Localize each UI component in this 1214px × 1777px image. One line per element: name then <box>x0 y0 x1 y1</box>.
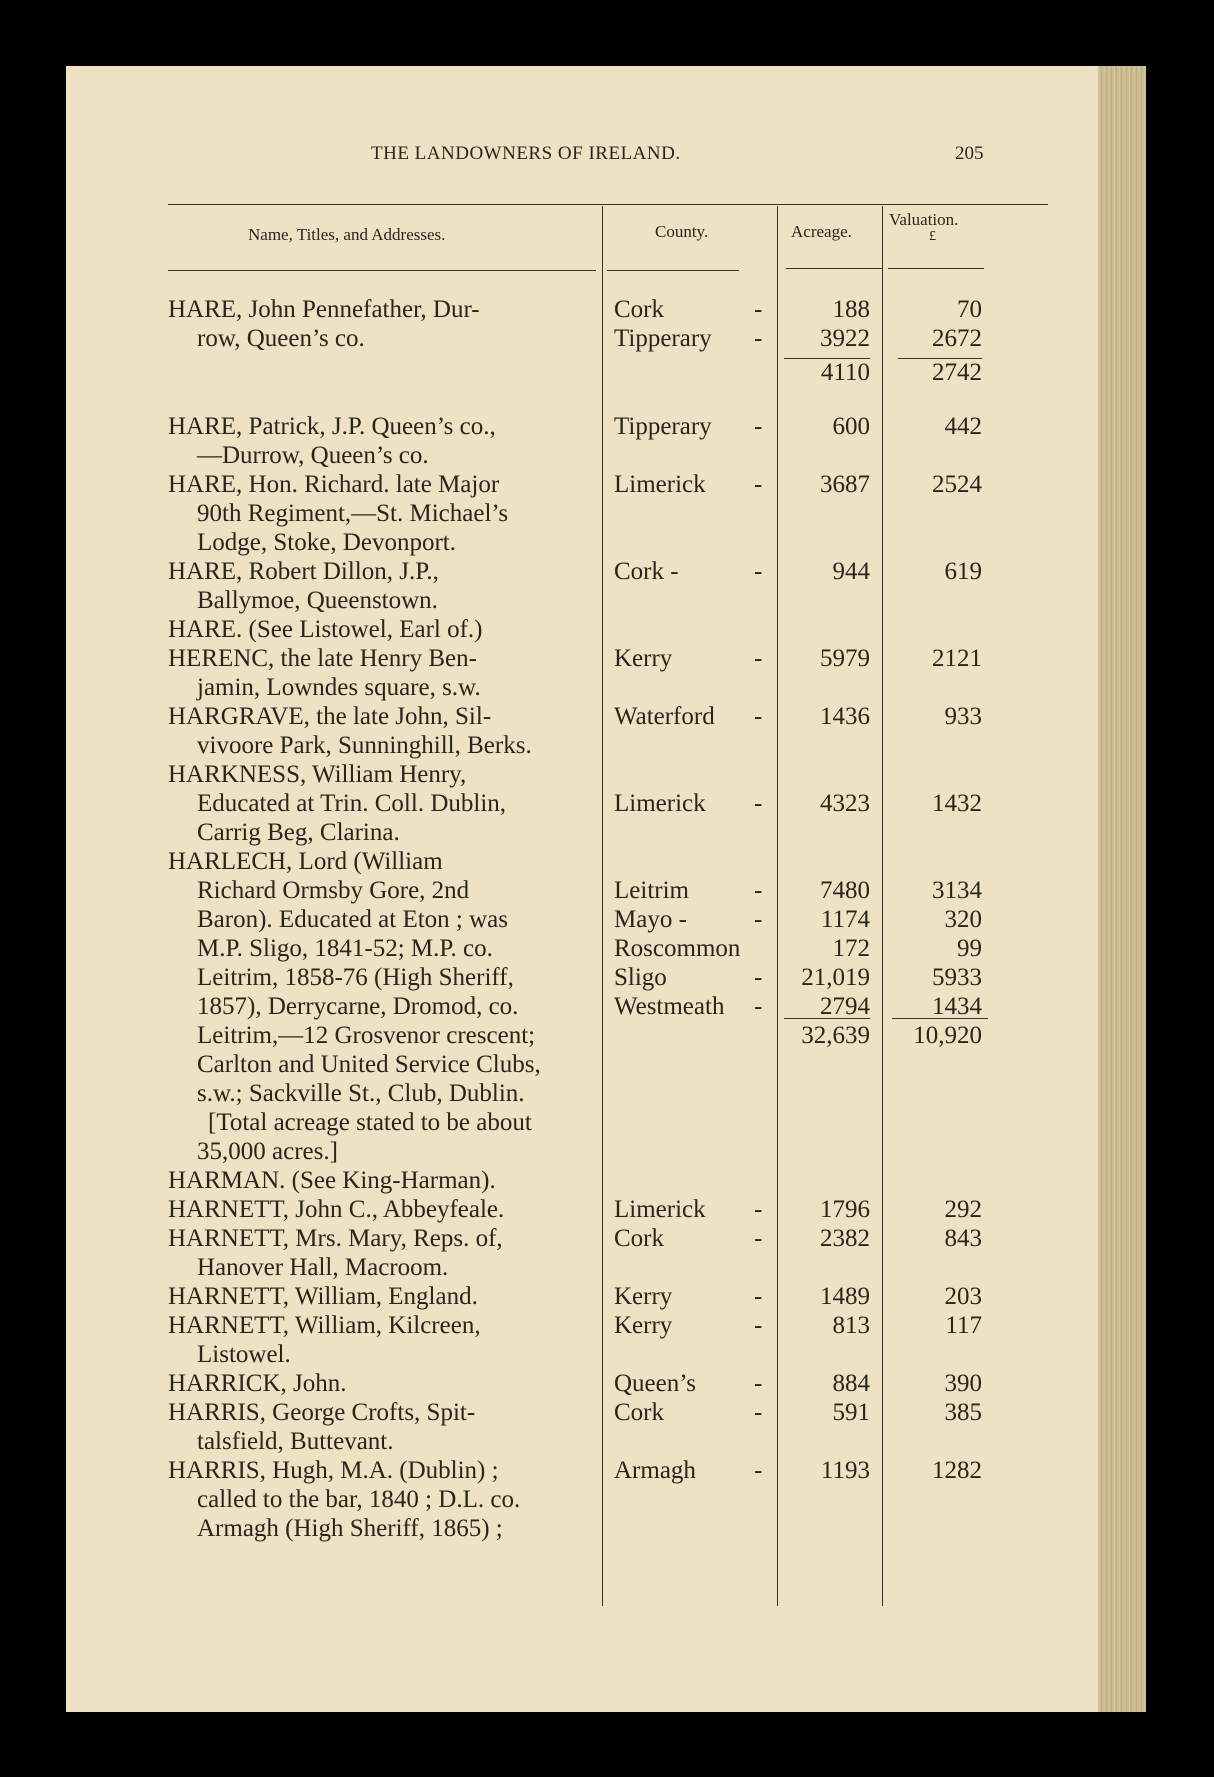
column-rule-3 <box>882 206 883 1606</box>
name-line: row, Queen’s co. <box>197 325 365 352</box>
name-line: HARNETT, John C., Abbeyfeale. <box>168 1196 505 1223</box>
name-line: Leitrim, 1858-76 (High Sheriff, <box>197 964 514 991</box>
valuation-cell: 390 <box>944 1370 982 1397</box>
dash: - <box>754 296 763 323</box>
dash: - <box>754 906 763 933</box>
name-line: HARNETT, Mrs. Mary, Reps. of, <box>168 1225 503 1252</box>
county-cell: Kerry <box>614 1283 673 1310</box>
name-line: Ballymoe, Queenstown. <box>197 587 438 614</box>
valuation-cell: 292 <box>944 1196 982 1223</box>
county-cell: Mayo - <box>614 906 687 933</box>
name-line: Carrig Beg, Clarina. <box>197 819 400 846</box>
valuation-cell: 385 <box>944 1399 982 1426</box>
header-rule-name <box>168 270 596 271</box>
acreage-cell: 4323 <box>820 790 870 817</box>
dash: - <box>754 877 763 904</box>
dash: - <box>754 1457 763 1484</box>
header-rule-valuation <box>888 268 984 269</box>
acreage-cell: 172 <box>832 935 870 962</box>
valuation-cell: 5933 <box>932 964 982 991</box>
name-line: Armagh (High Sheriff, 1865) ; <box>197 1515 503 1542</box>
acreage-total: 32,639 <box>801 1022 870 1049</box>
name-line: HARNETT, William, England. <box>168 1283 478 1310</box>
name-line: Richard Ormsby Gore, 2nd <box>197 877 470 904</box>
name-line: Baron). Educated at Eton ; was <box>197 906 509 933</box>
county-cell: Cork <box>614 1399 664 1426</box>
county-cell: Kerry <box>614 645 673 672</box>
running-title: THE LANDOWNERS OF IRELAND. <box>371 143 681 164</box>
dash: - <box>754 703 763 730</box>
dash: - <box>754 790 763 817</box>
county-cell: Tipperary <box>614 413 712 440</box>
header-rule-acreage <box>786 268 882 269</box>
name-line: 90th Regiment,—St. Michael’s <box>197 500 509 527</box>
column-rule-2 <box>777 206 778 1606</box>
county-cell: Leitrim <box>614 877 689 904</box>
name-line: Listowel. <box>197 1341 291 1368</box>
dash: - <box>754 1312 763 1339</box>
valuation-cell: 203 <box>944 1283 982 1310</box>
county-cell: Kerry <box>614 1312 673 1339</box>
valuation-cell: 2121 <box>932 645 982 672</box>
name-line: Lodge, Stoke, Devonport. <box>197 529 456 556</box>
name-line: HARKNESS, William Henry, <box>168 761 467 788</box>
dash: - <box>754 1196 763 1223</box>
book-page <box>66 66 1146 1712</box>
page-number: 205 <box>955 143 984 164</box>
name-line: Educated at Trin. Coll. Dublin, <box>197 790 507 817</box>
valuation-cell: 1282 <box>932 1457 982 1484</box>
name-line: HERENC, the late Henry Ben- <box>168 645 477 672</box>
county-cell: Limerick <box>614 790 706 817</box>
name-line: s.w.; Sackville St., Club, Dublin. <box>197 1080 525 1107</box>
dash: - <box>754 964 763 991</box>
acreage-total: 4110 <box>820 359 870 386</box>
acreage-cell: 944 <box>832 558 870 585</box>
name-line: HARE, Robert Dillon, J.P., <box>168 558 439 585</box>
dash: - <box>754 325 763 352</box>
county-cell: Cork <box>614 1225 664 1252</box>
valuation-cell: 843 <box>944 1225 982 1252</box>
page-edge <box>1098 66 1146 1712</box>
name-line: jamin, Lowndes square, s.w. <box>197 674 481 701</box>
name-line: HARNETT, William, Kilcreen, <box>168 1312 481 1339</box>
dash: - <box>754 1370 763 1397</box>
dash: - <box>754 1399 763 1426</box>
name-line: HARRICK, John. <box>168 1370 347 1397</box>
col-header-name: Name, Titles, and Addresses. <box>248 225 446 244</box>
acreage-cell: 1436 <box>820 703 870 730</box>
name-line: HARE. (See Listowel, Earl of.) <box>168 616 483 643</box>
name-line: HARRIS, George Crofts, Spit- <box>168 1399 476 1426</box>
name-line: vivoore Park, Sunninghill, Berks. <box>197 732 532 759</box>
name-line: [Total acreage stated to be about <box>208 1109 532 1136</box>
valuation-cell: 933 <box>944 703 982 730</box>
county-cell: Westmeath <box>614 993 725 1020</box>
acreage-cell: 5979 <box>820 645 870 672</box>
name-line: HARLECH, Lord (William <box>168 848 443 875</box>
valuation-total: 10,920 <box>913 1022 982 1049</box>
acreage-cell: 1796 <box>820 1196 870 1223</box>
county-cell: Limerick <box>614 471 706 498</box>
name-line: —Durrow, Queen’s co. <box>197 442 429 469</box>
valuation-cell: 99 <box>957 935 982 962</box>
acreage-cell: 600 <box>832 413 870 440</box>
acreage-cell: 2794 <box>820 993 870 1020</box>
valuation-cell: 320 <box>944 906 982 933</box>
name-line: Carlton and United Service Clubs, <box>197 1051 541 1078</box>
valuation-total: 2742 <box>932 359 982 386</box>
acreage-cell: 884 <box>832 1370 870 1397</box>
acreage-cell: 3922 <box>820 325 870 352</box>
valuation-cell: 70 <box>957 296 982 323</box>
name-line: Hanover Hall, Macroom. <box>197 1254 449 1281</box>
col-header-county: County. <box>655 222 709 241</box>
county-cell: Sligo <box>614 964 667 991</box>
valuation-cell: 1432 <box>932 790 982 817</box>
county-cell: Armagh <box>614 1457 696 1484</box>
acreage-cell: 7480 <box>820 877 870 904</box>
name-line: HARGRAVE, the late John, Sil- <box>168 703 492 730</box>
header-rule-county <box>607 270 739 271</box>
column-rule-1 <box>602 206 603 1606</box>
valuation-cell: 2524 <box>932 471 982 498</box>
valuation-cell: 442 <box>944 413 982 440</box>
acreage-cell: 188 <box>832 296 870 323</box>
dash: - <box>754 1225 763 1252</box>
acreage-cell: 1489 <box>820 1283 870 1310</box>
name-line: Leitrim,—12 Grosvenor crescent; <box>197 1022 536 1049</box>
header-top-rule <box>168 204 1048 205</box>
col-header-valuation: Valuation. <box>889 210 959 229</box>
acreage-cell: 2382 <box>820 1225 870 1252</box>
dash: - <box>754 645 763 672</box>
dash: - <box>754 993 763 1020</box>
acreage-cell: 3687 <box>820 471 870 498</box>
name-line: HARE, Patrick, J.P. Queen’s co., <box>168 413 496 440</box>
dash: - <box>754 413 763 440</box>
acreage-cell: 591 <box>832 1399 870 1426</box>
valuation-cell: 619 <box>944 558 982 585</box>
valuation-cell: 1434 <box>932 993 982 1020</box>
name-line: M.P. Sligo, 1841-52; M.P. co. <box>197 935 493 962</box>
name-line: HARE, John Pennefather, Dur- <box>168 296 480 323</box>
acreage-cell: 1193 <box>820 1457 870 1484</box>
col-header-valuation-unit: £ <box>929 229 936 244</box>
name-line: HARE, Hon. Richard. late Major <box>168 471 500 498</box>
acreage-cell: 21,019 <box>801 964 870 991</box>
col-header-acreage: Acreage. <box>791 222 852 241</box>
county-cell: Cork <box>614 296 664 323</box>
name-line: HARRIS, Hugh, M.A. (Dublin) ; <box>168 1457 499 1484</box>
name-line: 1857), Derrycarne, Dromod, co. <box>197 993 519 1020</box>
dash: - <box>754 558 763 585</box>
name-line: 35,000 acres.] <box>197 1138 338 1165</box>
county-cell: Roscommon <box>614 935 741 962</box>
name-line: talsfield, Buttevant. <box>197 1428 394 1455</box>
name-line: HARMAN. (See King-Harman). <box>168 1167 496 1194</box>
county-cell: Cork - <box>614 558 679 585</box>
valuation-cell: 117 <box>945 1312 982 1339</box>
acreage-cell: 813 <box>832 1312 870 1339</box>
county-cell: Limerick <box>614 1196 706 1223</box>
county-cell: Waterford <box>614 703 715 730</box>
dash: - <box>754 471 763 498</box>
acreage-cell: 1174 <box>820 906 870 933</box>
dash: - <box>754 1283 763 1310</box>
valuation-cell: 2672 <box>932 325 982 352</box>
valuation-cell: 3134 <box>932 877 982 904</box>
county-cell: Tipperary <box>614 325 712 352</box>
county-cell: Queen’s <box>614 1370 696 1397</box>
name-line: called to the bar, 1840 ; D.L. co. <box>197 1486 521 1513</box>
